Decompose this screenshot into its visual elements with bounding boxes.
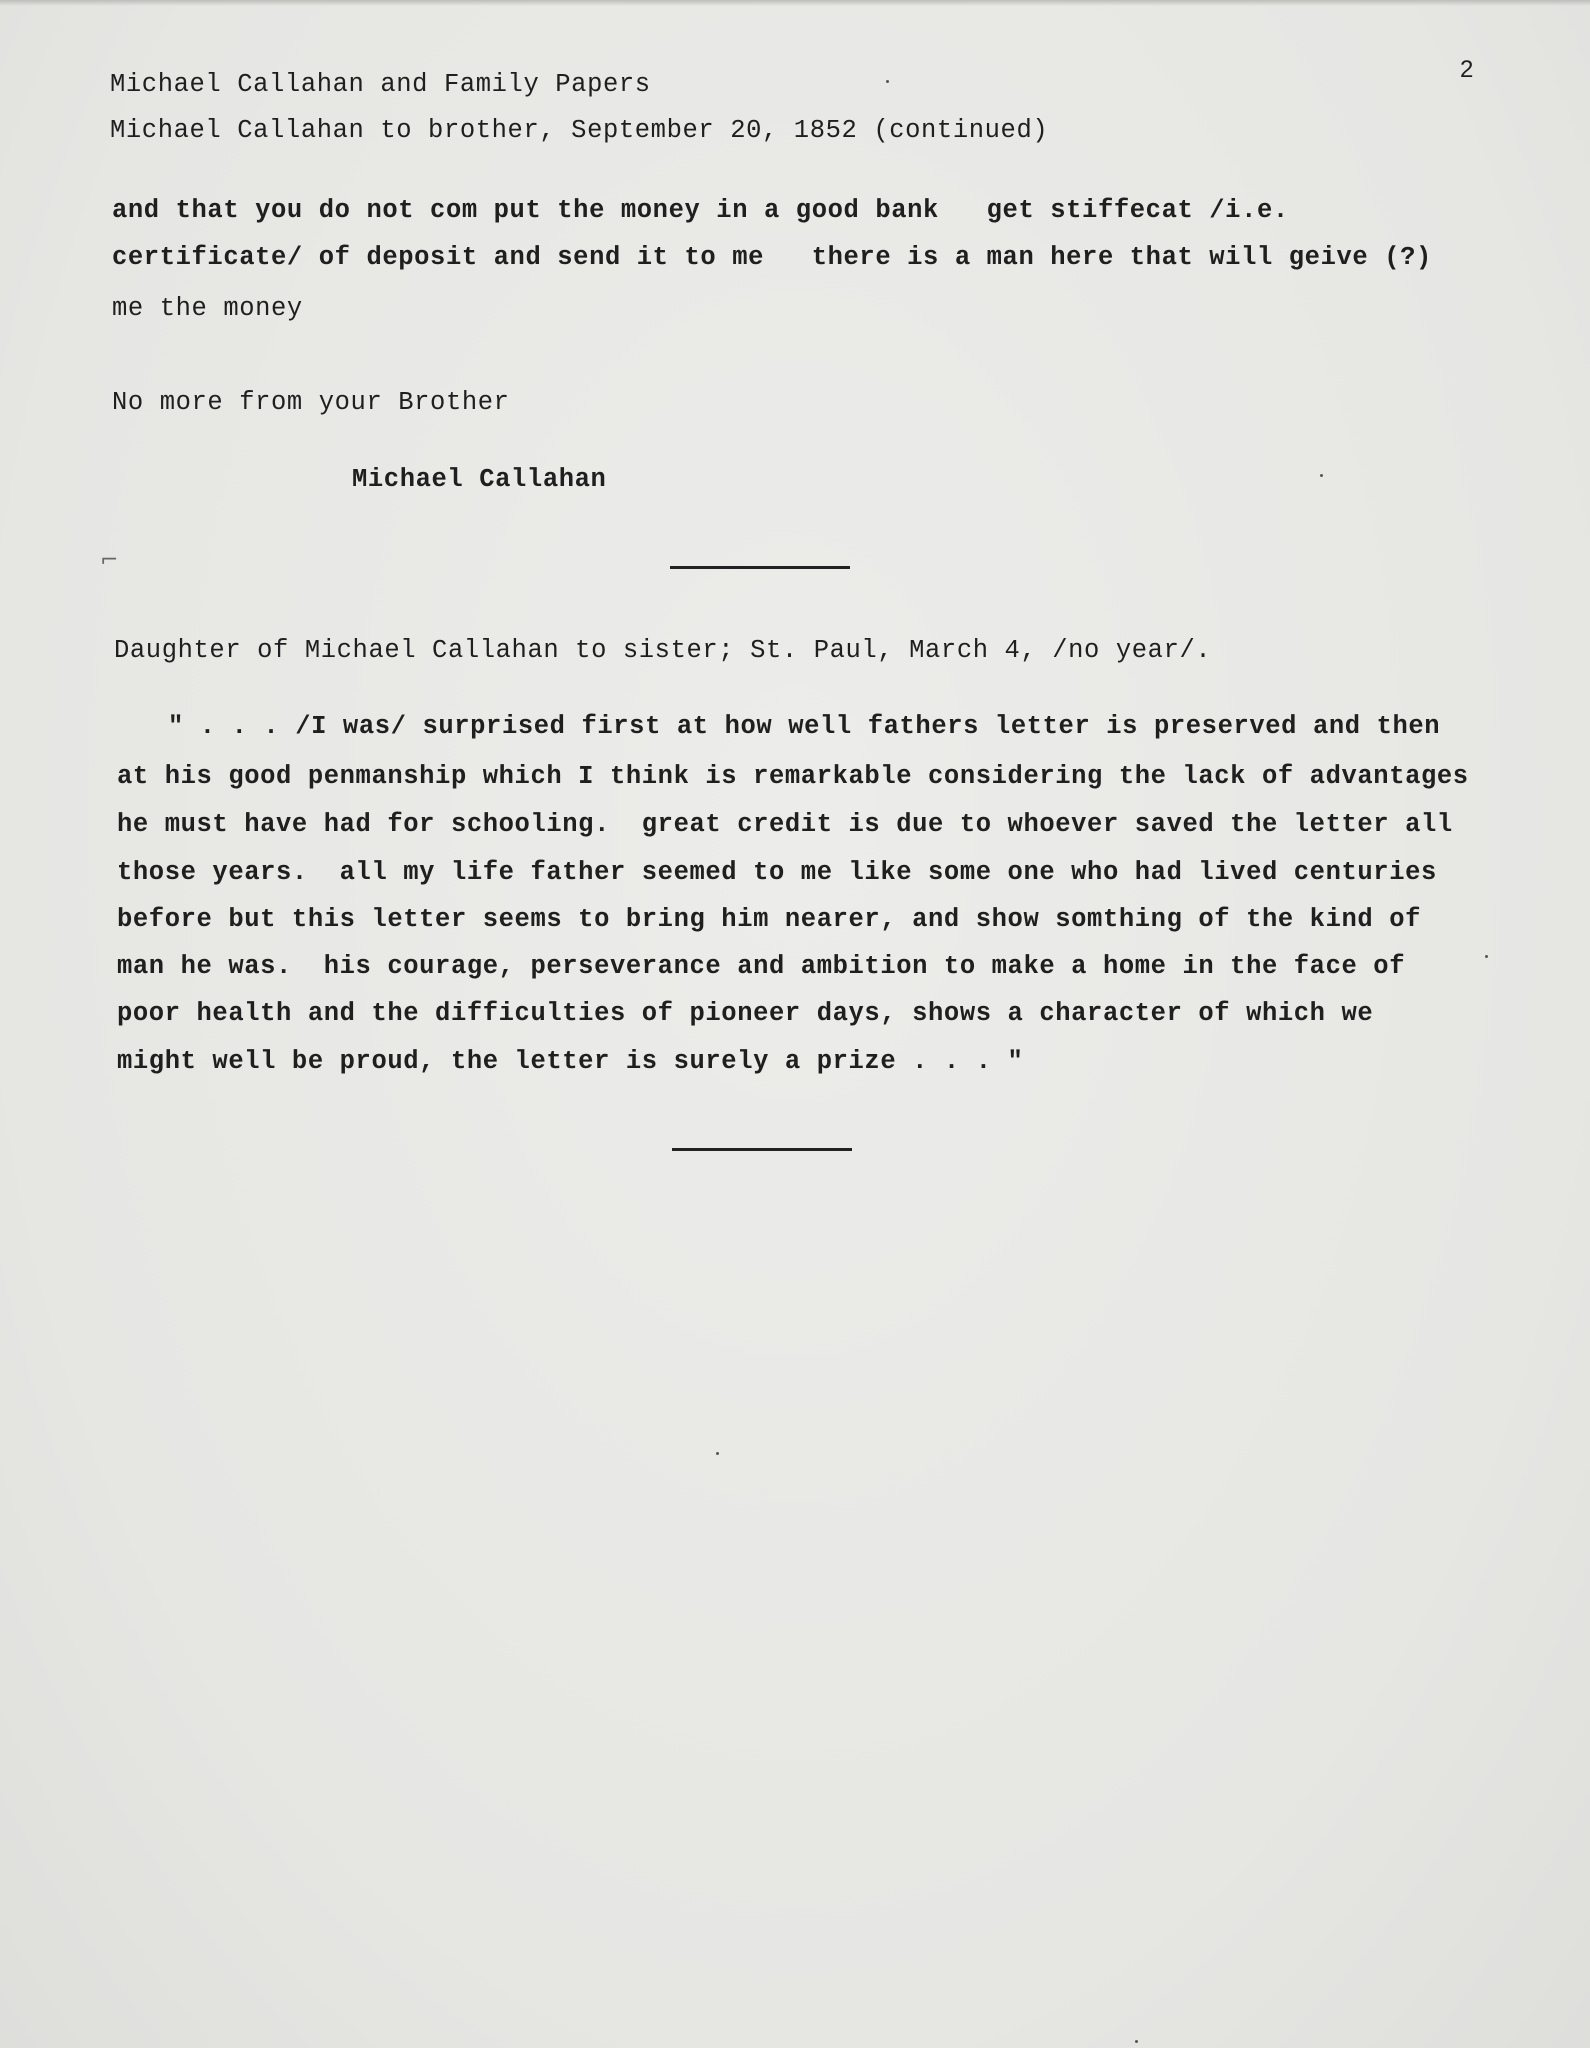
- letter1-closing: No more from your Brother: [112, 388, 510, 417]
- paper-speck: [716, 1452, 719, 1455]
- letter2-line: might well be proud, the letter is surely a prize . . . ": [117, 1047, 1024, 1076]
- item-title: Michael Callahan to brother, September 20, 1852 (continued): [110, 116, 1049, 145]
- section-divider: [672, 1148, 852, 1151]
- paper-speck: [1135, 2040, 1138, 2043]
- letter2-line: before but this letter seems to bring him nearer, and show somthing of the kind of: [117, 905, 1422, 934]
- stray-mark: ⌐: [100, 548, 119, 573]
- letter2-line: he must have had for schooling. great credit is due to whoever saved the letter all: [117, 810, 1453, 839]
- letter1-line: me the money: [112, 294, 303, 323]
- paper-speck: [1485, 955, 1488, 958]
- paper-speck: [1320, 474, 1323, 477]
- letter1-line: and that you do not com put the money in a good bank get stiffecat /i.e.: [112, 196, 1289, 225]
- letter2-heading: Daughter of Michael Callahan to sister; St. Paul, March 4, /no year/.: [114, 636, 1212, 665]
- letter2-line: poor health and the difficulties of pioneer days, shows a character of which we: [117, 999, 1374, 1028]
- letter1-line: certificate/ of deposit and send it to me there is a man here that will geive (?): [112, 243, 1432, 272]
- page-number: 2: [1460, 56, 1474, 83]
- letter2-line: those years. all my life father seemed to me like some one who had lived centuries: [117, 858, 1437, 887]
- page-top-edge: [0, 0, 1590, 6]
- section-divider: [670, 566, 850, 569]
- collection-title: Michael Callahan and Family Papers: [110, 70, 651, 99]
- letter2-line: " . . . /I was/ surprised first at how well fathers letter is preserved and then: [168, 712, 1441, 741]
- letter1-signature: Michael Callahan: [352, 465, 607, 494]
- paper-speck: [886, 80, 889, 83]
- letter2-line: man he was. his courage, perseverance and ambition to make a home in the face of: [117, 952, 1406, 981]
- letter2-line: at his good penmanship which I think is remarkable considering the lack of advantages: [117, 762, 1469, 791]
